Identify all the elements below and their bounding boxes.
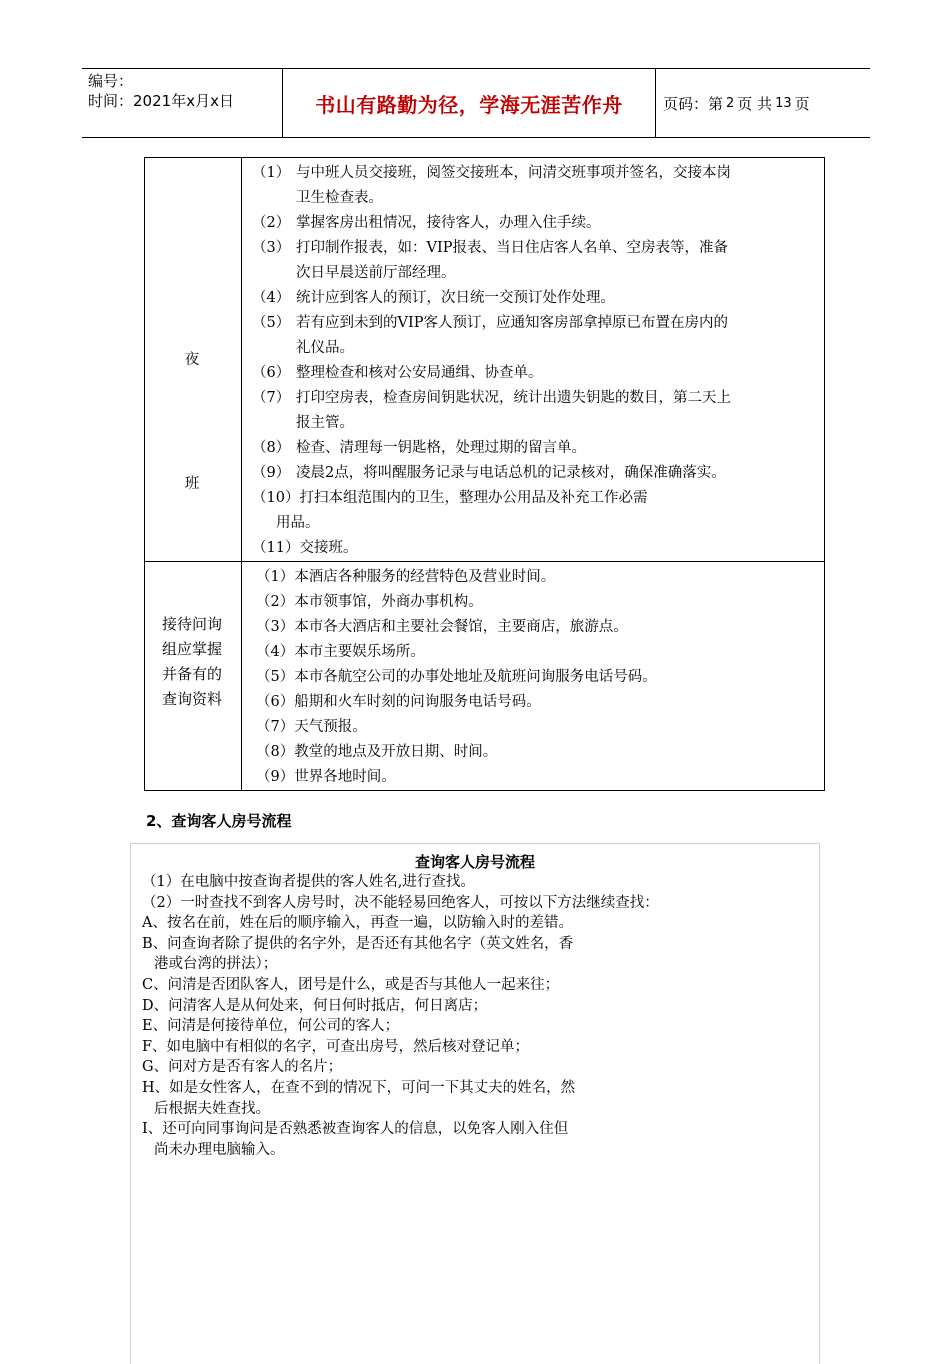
- night-duty-line: 打印制作报表，如：VIP报表、当日住店客人名单、空房表等，准备: [296, 240, 728, 256]
- flow-box: [130, 843, 820, 1364]
- night-duty-number: （8）: [252, 440, 291, 456]
- night-duty-line: 整理检查和核对公安局通缉、协查单。: [296, 365, 543, 381]
- page-current: 2: [726, 95, 735, 111]
- night-duty-item: [252, 461, 816, 486]
- night-duty-line: 报主管。: [296, 415, 354, 431]
- flow-step-line: 尚未办理电脑输入。: [154, 1141, 285, 1158]
- night-duty-line: 次日早晨送前厅部经理。: [296, 265, 456, 281]
- night-duty-number: （1）: [252, 165, 291, 181]
- flow-step-line: （1）在电脑中按查询者提供的客人姓名,进行查找。: [142, 874, 475, 890]
- flow-step-line: D、问清客人是从何处来，何日何时抵店，何日离店；: [142, 997, 488, 1014]
- night-duty-text: [296, 286, 816, 311]
- flow-step-line: B、问查询者除了提供的名字外，是否还有其他名字（英文姓名，香: [142, 935, 574, 952]
- night-duty-text: [296, 461, 816, 486]
- night-duty-line: 统计应到客人的预订，次日统一交预订处作处理。: [296, 290, 615, 306]
- night-duty-text: [296, 361, 816, 386]
- page-total: 13: [775, 95, 792, 111]
- night-item-10-line-1: （10）打扫本组范围内的卫生，整理办公用品及补充工作必需: [252, 490, 648, 506]
- time-label: 时间：: [88, 92, 134, 110]
- night-duty-text: [296, 236, 816, 286]
- header-motto-cell: [282, 69, 656, 137]
- night-duty-item: [252, 386, 816, 436]
- night-duty-line: 卫生检查表。: [296, 190, 383, 206]
- night-duty-text: [296, 436, 816, 461]
- flow-step-line: C、问清是否团队客人，团号是什么，或是否与其他人一起来往；: [142, 976, 560, 993]
- night-duty-line: 礼仪品。: [296, 340, 354, 356]
- page-number: [655, 69, 878, 137]
- flow-step-line: F、如电脑中有相似的名字，可查出房号，然后核对登记单；: [142, 1038, 530, 1055]
- night-duty-number: （5）: [252, 315, 291, 331]
- night-duty-number: （6）: [252, 365, 291, 381]
- info-label: [145, 612, 239, 712]
- page-mid: 页 共: [737, 94, 773, 113]
- info-items: [242, 562, 825, 791]
- night-label-2: 班: [184, 476, 200, 492]
- info-label-line: 查询资料: [161, 690, 222, 708]
- header-motto: 书山有路勤为径，学海无涯苦作舟: [315, 92, 623, 117]
- night-duty-line: 掌握客房出租情况，接待客人，办理入住手续。: [296, 215, 601, 231]
- time-value: 2021年x月x日: [133, 92, 234, 110]
- night-item-10-line-2: 用品。: [276, 515, 320, 531]
- info-label-line: 组应掌握: [161, 640, 222, 658]
- night-duty-item: [252, 286, 816, 311]
- flow-step-line: I、还可向同事询问是否熟悉被查询客人的信息，以免客人刚入住但: [142, 1121, 569, 1138]
- info-label-cell: [145, 562, 242, 791]
- info-item: （3）本市各大酒店和主要社会餐馆，主要商店，旅游点。: [256, 619, 628, 635]
- info-item: （8）教堂的地点及开放日期、时间。: [256, 744, 498, 760]
- flow-step-line: G、问对方是否有客人的名片；: [142, 1059, 343, 1076]
- night-item-11: （11）交接班。: [252, 540, 358, 556]
- header-meta: [82, 69, 282, 137]
- page-prefix: 页码：第: [663, 94, 724, 113]
- flow-step-line: A、按名在前，姓在后的顺序输入，再查一遍，以防输入时的差错。: [142, 915, 573, 932]
- night-duty-number: （3）: [252, 240, 291, 256]
- night-duty-item: [252, 361, 816, 386]
- night-duty-item: [252, 236, 816, 286]
- night-duty-item: [252, 161, 816, 211]
- info-item-list: [256, 565, 816, 790]
- night-duty-text: [296, 161, 816, 211]
- night-duty-item: [252, 211, 816, 236]
- night-duty-line: 与中班人员交接班，阅签交接班本，问清交班事项并签名，交接本岗: [296, 165, 731, 181]
- night-duty-text: [296, 311, 816, 361]
- duty-table: [144, 157, 825, 791]
- info-item: （4）本市主要娱乐场所。: [256, 644, 425, 660]
- night-duty-line: 检查、清理每一钥匙格，处理过期的留言单。: [296, 440, 586, 456]
- night-duty-line: 若有应到未到的VIP客人预订，应通知客房部拿掉原已布置在房内的: [296, 315, 728, 331]
- info-row: [145, 562, 825, 791]
- info-item: （9）世界各地时间。: [256, 769, 396, 785]
- night-duty-list: [252, 161, 816, 486]
- flow-step-line: 后根据夫姓查找。: [154, 1100, 270, 1117]
- info-item: （2）本市领事馆，外商办事机构。: [256, 594, 483, 610]
- info-label-line: 接待问询: [161, 615, 222, 633]
- info-label-line: 并备有的: [161, 665, 222, 683]
- night-duty-number: （9）: [252, 465, 291, 481]
- flow-step-line: E、问清是何接待单位，何公司的客人；: [142, 1018, 400, 1035]
- number-label: 编号：: [88, 72, 134, 90]
- night-shift-row: [145, 158, 825, 562]
- night-duty-number: （7）: [252, 390, 291, 406]
- night-duty-line: 打印空房表，检查房间钥匙状况，统计出遗失钥匙的数目，第二天上: [296, 390, 731, 406]
- info-item: （5）本市各航空公司的办事处地址及航班问询服务电话号码。: [256, 669, 657, 685]
- page-header: [82, 68, 870, 138]
- flow-step-line: （2）一时查找不到客人房号时，决不能轻易回绝客人，可按以下方法继续查找：: [142, 894, 659, 911]
- section-heading: 2、查询客人房号流程: [146, 812, 292, 830]
- flow-steps: [131, 872, 819, 1160]
- time-line: [82, 91, 282, 111]
- info-item: （7）天气预报。: [256, 719, 367, 735]
- night-duty-text: [296, 211, 816, 236]
- info-item: （1）本酒店各种服务的经营特色及营业时间。: [256, 569, 556, 585]
- night-duty-number: （4）: [252, 290, 291, 306]
- night-shift-label-cell: [145, 158, 242, 562]
- night-duty-number: （2）: [252, 215, 291, 231]
- flow-step-line: 港或台湾的拼法）；: [154, 956, 278, 973]
- night-duty-line: 凌晨2点，将叫醒服务记录与电话总机的记录核对，确保准确落实。: [296, 465, 726, 481]
- night-label-1: 夜: [184, 352, 200, 368]
- flow-step-line: H、如是女性客人，在查不到的情况下，可问一下其丈夫的姓名，然: [142, 1079, 576, 1096]
- flow-title: 查询客人房号流程: [414, 853, 535, 871]
- night-duty-text: [296, 386, 816, 436]
- night-duty-item: [252, 436, 816, 461]
- night-duty-item: [252, 311, 816, 361]
- page-suffix: 页: [794, 94, 810, 113]
- night-shift-duties: [242, 158, 825, 562]
- info-item: （6）船期和火车时刻的问询服务电话号码。: [256, 694, 541, 710]
